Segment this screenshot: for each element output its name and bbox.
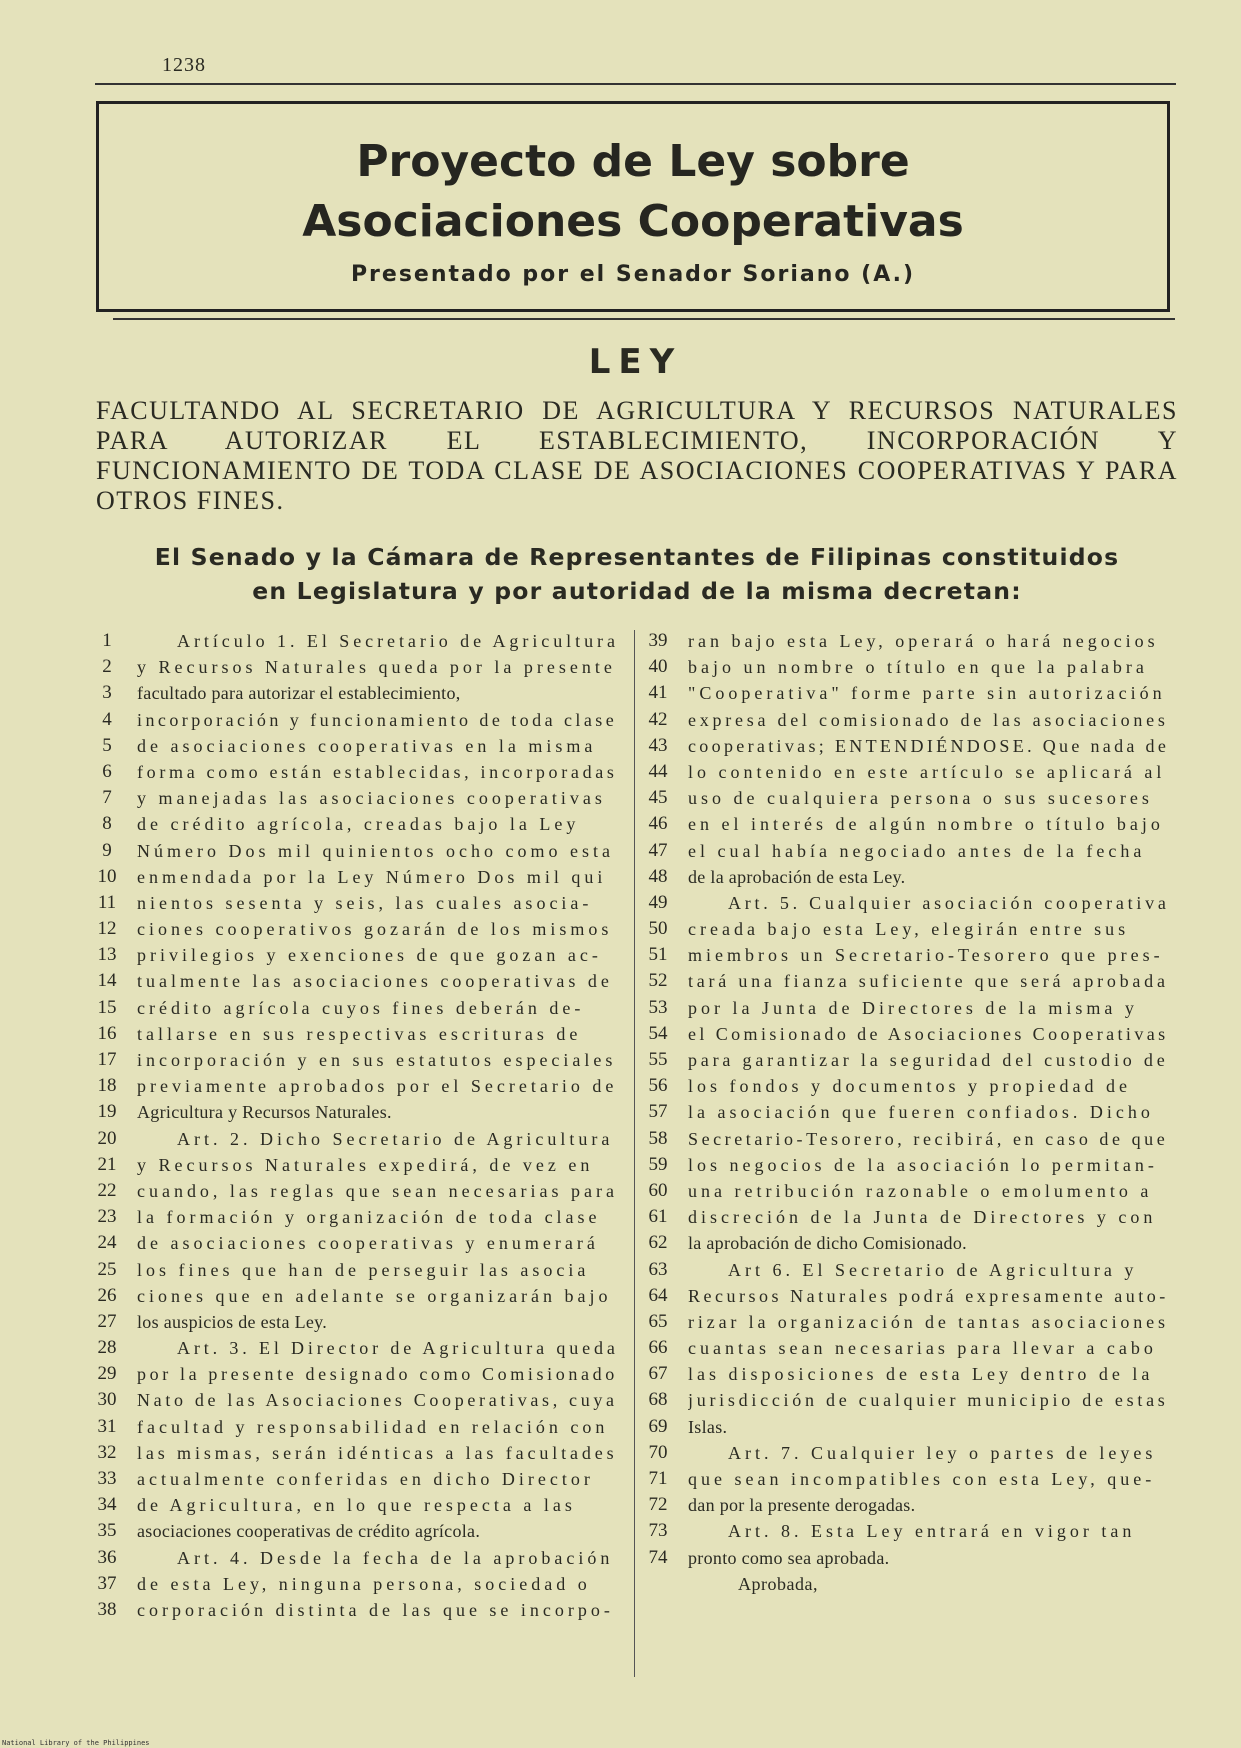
- line-text: ran bajo esta Ley, operará o hará negocios: [688, 631, 1159, 651]
- line-text: incorporación y funcionamiento de toda clase: [137, 709, 618, 730]
- text-line: [643, 707, 1178, 733]
- text-line: [92, 1126, 627, 1152]
- line-number: 14: [97, 970, 117, 992]
- text-line: [92, 968, 627, 994]
- text-line: [643, 1283, 1178, 1309]
- text-line: [92, 733, 627, 759]
- text-line: [643, 1204, 1178, 1230]
- line-number: 45: [648, 787, 668, 809]
- line-number: 25: [97, 1258, 117, 1280]
- text-line: [643, 995, 1178, 1021]
- line-text: cooperativas; ENTENDIÉNDOSE. Que nada de: [688, 735, 1170, 756]
- line-number: 62: [648, 1232, 668, 1254]
- line-text: cuando, las reglas que sean necesarias para: [137, 1180, 618, 1201]
- line-number: 57: [648, 1101, 668, 1123]
- line-number: 31: [97, 1415, 117, 1437]
- text-line: [92, 1152, 627, 1178]
- line-text: el cual había negociado antes de la fecha: [688, 840, 1146, 861]
- line-number: 21: [97, 1153, 117, 1175]
- line-text: de asociaciones cooperativas y enumerará: [137, 1233, 599, 1254]
- right-column: [643, 628, 1178, 1597]
- text-line: [643, 733, 1178, 759]
- line-number: 28: [97, 1337, 117, 1359]
- law-heading: LEY: [588, 342, 683, 382]
- line-number: 49: [648, 891, 668, 913]
- line-number: 1: [102, 630, 112, 651]
- text-line: [643, 759, 1178, 785]
- line-text: jurisdicción de cualquier municipio de estas: [688, 1390, 1169, 1411]
- text-line: [643, 1047, 1178, 1073]
- line-text: las mismas, serán idénticas a las facultades: [137, 1442, 618, 1463]
- text-line: [92, 1073, 627, 1099]
- text-line: [643, 942, 1178, 968]
- line-number: 5: [102, 734, 112, 756]
- line-number: 16: [97, 1022, 117, 1044]
- line-number: 53: [648, 996, 668, 1018]
- text-line: [92, 1361, 627, 1387]
- text-line: [92, 680, 627, 706]
- enacting-clause: [92, 540, 1182, 608]
- line-text: uso de cualquiera persona o sus sucesores: [688, 788, 1153, 809]
- text-line: [643, 1126, 1178, 1152]
- line-number: 38: [97, 1598, 117, 1620]
- line-text: cuantas sean necesarias para llevar a cabo: [688, 1338, 1157, 1359]
- line-text: Número Dos mil quinientos ocho como esta: [137, 840, 614, 861]
- line-number: 19: [97, 1101, 117, 1123]
- text-line: [643, 1230, 1178, 1256]
- text-line: [643, 1414, 1178, 1440]
- line-text: tualmente las asociaciones cooperativas de: [137, 971, 613, 992]
- line-text: la formación y organización de toda clase: [137, 1207, 601, 1228]
- subtitle: Presentado por el Senador Soriano (A.): [350, 262, 916, 287]
- text-line: [643, 1545, 1178, 1571]
- line-number: 6: [102, 760, 112, 782]
- page-number: 1238: [162, 54, 206, 76]
- line-text: dan por la presente derogadas.: [688, 1495, 916, 1516]
- text-line: [643, 1073, 1178, 1099]
- text-line: [92, 1492, 627, 1518]
- line-text: por la presente designado como Comisionado: [137, 1364, 618, 1385]
- line-text: Art. 4. Desde la fecha de la aprobación: [177, 1547, 614, 1568]
- line-text: rizar la organización de tantas asociaciones: [688, 1311, 1169, 1332]
- text-line: [92, 1545, 627, 1571]
- text-line: [92, 1257, 627, 1283]
- column-divider: [634, 630, 635, 1677]
- line-number: 60: [648, 1179, 668, 1201]
- line-number: 55: [648, 1049, 668, 1070]
- title-box: [96, 101, 1170, 312]
- text-line: [92, 916, 627, 942]
- line-number: 29: [97, 1363, 117, 1385]
- line-text: incorporación y en sus estatutos especiales: [137, 1050, 617, 1070]
- line-text: Nato de las Asociaciones Cooperativas, cuya: [137, 1390, 618, 1411]
- line-number: 48: [648, 865, 668, 887]
- text-line: [92, 707, 627, 733]
- line-number: 64: [648, 1284, 668, 1306]
- line-number: 42: [648, 708, 668, 730]
- line-number: 18: [97, 1075, 117, 1097]
- text-line: [92, 1309, 627, 1335]
- text-line: [643, 838, 1178, 864]
- line-number: 50: [648, 918, 668, 940]
- text-line: [92, 1597, 627, 1623]
- line-number: 4: [102, 708, 112, 730]
- text-line: [92, 1099, 627, 1125]
- line-number: 22: [97, 1179, 117, 1201]
- line-number: 11: [97, 891, 117, 913]
- line-text: la asociación que fueren confiados. Dicho: [688, 1102, 1154, 1123]
- text-line: [92, 1283, 627, 1309]
- text-line: [92, 1440, 627, 1466]
- line-number: 47: [648, 839, 668, 861]
- title-line-1: Proyecto de Ley sobre: [356, 136, 910, 187]
- line-text: previamente aprobados por el Secretario de: [137, 1076, 618, 1097]
- text-line: [643, 1361, 1178, 1387]
- line-number: 36: [97, 1546, 117, 1568]
- line-number: 10: [97, 865, 117, 887]
- text-line: [92, 995, 627, 1021]
- text-line: [92, 811, 627, 837]
- text-line: [92, 1230, 627, 1256]
- line-number: 65: [648, 1310, 668, 1332]
- line-text: Artículo 1. El Secretario de Agricultura: [177, 631, 619, 651]
- text-line: [643, 785, 1178, 811]
- line-number: 9: [102, 839, 112, 861]
- line-number: 70: [648, 1441, 668, 1463]
- text-line: [643, 890, 1178, 916]
- line-number: 72: [648, 1494, 668, 1516]
- text-line: [643, 1021, 1178, 1047]
- enacting-line-2: en Legislatura y por autoridad de la misma decretan:: [252, 577, 1022, 605]
- enacting-line-1: El Senado y la Cámara de Representantes de Filipinas constituidos: [154, 543, 1120, 571]
- text-line: [643, 811, 1178, 837]
- line-text: de esta Ley, ninguna persona, sociedad o: [137, 1573, 591, 1594]
- line-number: 67: [648, 1363, 668, 1385]
- line-number: 13: [97, 944, 117, 966]
- line-number: 71: [648, 1468, 668, 1489]
- line-text: lo contenido en este artículo se aplicará al: [688, 761, 1166, 782]
- line-text: asociaciones cooperativas de crédito agrícola.: [137, 1521, 481, 1542]
- line-text: de crédito agrícola, creadas bajo la Ley: [137, 814, 580, 835]
- line-text: Art. 3. El Director de Agricultura queda: [177, 1338, 619, 1359]
- text-line: [92, 1204, 627, 1230]
- line-text: en el interés de algún nombre o título bajo: [688, 814, 1164, 835]
- document-title: [99, 132, 1167, 252]
- line-text: Art. 8. Esta Ley entrará en vigor tan: [728, 1521, 1136, 1542]
- line-text: tallarse en sus respectivas escrituras de: [137, 1023, 582, 1044]
- line-text: forma como están establecidas, incorporadas: [137, 761, 618, 782]
- line-text: ciones que en adelante se organizarán bajo: [137, 1285, 612, 1306]
- line-number: 34: [97, 1494, 117, 1516]
- text-line: [643, 1152, 1178, 1178]
- line-text: la aprobación de dicho Comisionado.: [688, 1233, 967, 1254]
- line-number: 27: [97, 1310, 117, 1332]
- text-line: [643, 628, 1178, 654]
- line-text: nientos sesenta y seis, las cuales asocia-: [137, 892, 593, 913]
- line-number: 33: [97, 1468, 117, 1489]
- text-line: [643, 864, 1178, 890]
- text-line: [92, 1387, 627, 1413]
- line-text: privilegios y exenciones de que gozan ac-: [137, 945, 602, 966]
- text-line: [643, 1099, 1178, 1125]
- line-text: de Agricultura, en lo que respecta a las: [137, 1495, 576, 1516]
- line-text: Islas.: [688, 1416, 728, 1437]
- title-line-2: Asociaciones Cooperativas: [302, 196, 964, 247]
- line-number: 20: [97, 1127, 117, 1149]
- text-line: [92, 1466, 627, 1492]
- line-text: de asociaciones cooperativas en la misma: [137, 735, 597, 756]
- line-text: Art. 5. Cualquier asociación cooperativa: [728, 892, 1170, 913]
- line-number: 58: [648, 1127, 668, 1149]
- footer-credit: National Library of the Philippines: [2, 1739, 150, 1747]
- text-line: [92, 1518, 627, 1544]
- left-column: [92, 628, 627, 1623]
- line-number: 17: [97, 1049, 117, 1070]
- line-text: facultad y responsabilidad en relación con: [137, 1416, 609, 1437]
- line-text: discreción de la Junta de Directores y con: [688, 1207, 1157, 1228]
- line-text: ciones cooperativos gozarán de los mismos: [137, 919, 613, 940]
- line-number: 46: [648, 813, 668, 835]
- line-number: 59: [648, 1153, 668, 1175]
- text-line: [92, 1571, 627, 1597]
- line-text: facultado para autorizar el establecimiento,: [137, 683, 461, 704]
- line-text: los auspicios de esta Ley.: [137, 1311, 328, 1332]
- line-number: 69: [648, 1415, 668, 1437]
- line-text: y manejadas las asociaciones cooperativas: [137, 788, 606, 809]
- line-number: 39: [648, 630, 668, 651]
- line-number: 51: [648, 944, 668, 966]
- text-line: [643, 1387, 1178, 1413]
- line-number: 44: [648, 760, 668, 782]
- text-line: [92, 1178, 627, 1204]
- text-line: [92, 654, 627, 680]
- text-line: [643, 916, 1178, 942]
- mid-rule: [113, 318, 1175, 320]
- text-line: [643, 968, 1178, 994]
- line-number: 74: [648, 1546, 668, 1568]
- line-text: los fondos y documentos y propiedad de: [688, 1076, 1131, 1097]
- text-line: [92, 890, 627, 916]
- text-line: [92, 1021, 627, 1047]
- line-number: 37: [97, 1572, 117, 1594]
- line-text: Art. 2. Dicho Secretario de Agricultura: [177, 1128, 614, 1149]
- preamble: FACULTANDO AL SECRETARIO DE AGRICULTURA Y RECURSOS NATURALES PARA AUTORIZAR EL ESTABLECIMIENTO, INCORPORACIÓN Y FUNCIONAMIENTO DE TODA CLASE DE ASOCIACIONES COOPERATIVAS Y PARA OTROS FINES.: [96, 396, 1178, 515]
- text-line: [92, 785, 627, 811]
- line-text: tará una fianza suficiente que será aprobada: [688, 971, 1169, 992]
- line-number: 54: [648, 1022, 668, 1044]
- line-text: las disposiciones de esta Ley dentro de la: [688, 1364, 1154, 1385]
- line-text: enmendada por la Ley Número Dos mil qui: [137, 866, 607, 887]
- text-line: [643, 1440, 1178, 1466]
- line-text: de la aprobación de esta Ley.: [688, 866, 906, 887]
- top-rule: [95, 83, 1176, 85]
- line-number: 73: [648, 1520, 668, 1542]
- line-number: 68: [648, 1389, 668, 1411]
- line-text: Recursos Naturales podrá expresamente auto-: [688, 1285, 1169, 1306]
- line-text: Agricultura y Recursos Naturales.: [137, 1102, 392, 1123]
- line-text: expresa del comisionado de las asociaciones: [688, 709, 1169, 730]
- line-number: 15: [97, 996, 117, 1018]
- line-text: creada bajo esta Ley, elegirán entre sus: [688, 919, 1130, 940]
- line-text: bajo un nombre o título en que la palabra: [688, 657, 1148, 678]
- line-text: Art. 7. Cualquier ley o partes de leyes: [728, 1442, 1157, 1463]
- text-line: [92, 759, 627, 785]
- text-line: [92, 838, 627, 864]
- line-text: crédito agrícola cuyos fines deberán de-: [137, 997, 585, 1018]
- line-text: "Cooperativa" forme parte sin autorización: [688, 683, 1166, 704]
- line-number: 8: [102, 813, 112, 835]
- text-line: [92, 1047, 627, 1073]
- line-number: 66: [648, 1337, 668, 1359]
- line-text: para garantizar la seguridad del custodio de: [688, 1050, 1169, 1070]
- text-line: [643, 1518, 1178, 1544]
- text-line: [92, 1335, 627, 1361]
- text-line: [92, 628, 627, 654]
- line-number: 7: [102, 787, 112, 809]
- line-text: pronto como sea aprobada.: [688, 1547, 890, 1568]
- text-line: [92, 1414, 627, 1440]
- text-line: [643, 1257, 1178, 1283]
- line-text: Art 6. El Secretario de Agricultura y: [728, 1259, 1138, 1280]
- line-number: 12: [97, 918, 117, 940]
- text-line: [92, 942, 627, 968]
- line-text: los fines que han de perseguir las asocia: [137, 1259, 590, 1280]
- text-line: [643, 1335, 1178, 1361]
- line-number: 26: [97, 1284, 117, 1306]
- line-text: que sean incompatibles con esta Ley, que-: [688, 1469, 1156, 1489]
- text-line: [643, 654, 1178, 680]
- line-number: 2: [102, 656, 112, 678]
- line-text: por la Junta de Directores de la misma y: [688, 997, 1138, 1018]
- line-text: miembros un Secretario-Tesorero que pres-: [688, 945, 1164, 966]
- line-text: corporación distinta de las que se incorpo-: [137, 1599, 614, 1620]
- line-text: los negocios de la asociación lo permitan-: [688, 1154, 1158, 1175]
- line-number: 41: [648, 682, 668, 704]
- line-number: 24: [97, 1232, 117, 1254]
- line-number: 40: [648, 656, 668, 678]
- line-text: actualmente conferidas en dicho Director: [137, 1469, 594, 1489]
- line-text: y Recursos Naturales queda por la presente: [137, 657, 616, 678]
- line-number: 52: [648, 970, 668, 992]
- text-line: [643, 680, 1178, 706]
- text-line: [643, 1492, 1178, 1518]
- line-text: y Recursos Naturales expedirá, de vez en: [137, 1154, 594, 1175]
- text-line: [643, 1309, 1178, 1335]
- line-number: 63: [648, 1258, 668, 1280]
- text-line: [643, 1178, 1178, 1204]
- line-number: 35: [97, 1520, 117, 1542]
- line-number: 32: [97, 1441, 117, 1463]
- text-line: [643, 1466, 1178, 1492]
- line-number: 43: [648, 734, 668, 756]
- closing-approval: Aprobada,: [738, 1573, 818, 1594]
- line-text: Secretario-Tesorero, recibirá, en caso de que: [688, 1128, 1169, 1149]
- line-text: el Comisionado de Asociaciones Cooperativas: [688, 1023, 1169, 1044]
- line-text: una retribución razonable o emolumento a: [688, 1180, 1153, 1201]
- line-number: 3: [102, 682, 112, 704]
- line-number: 23: [97, 1206, 117, 1228]
- line-number: 30: [97, 1389, 117, 1411]
- line-number: 61: [648, 1206, 668, 1228]
- line-number: 56: [648, 1075, 668, 1097]
- text-line: [92, 864, 627, 890]
